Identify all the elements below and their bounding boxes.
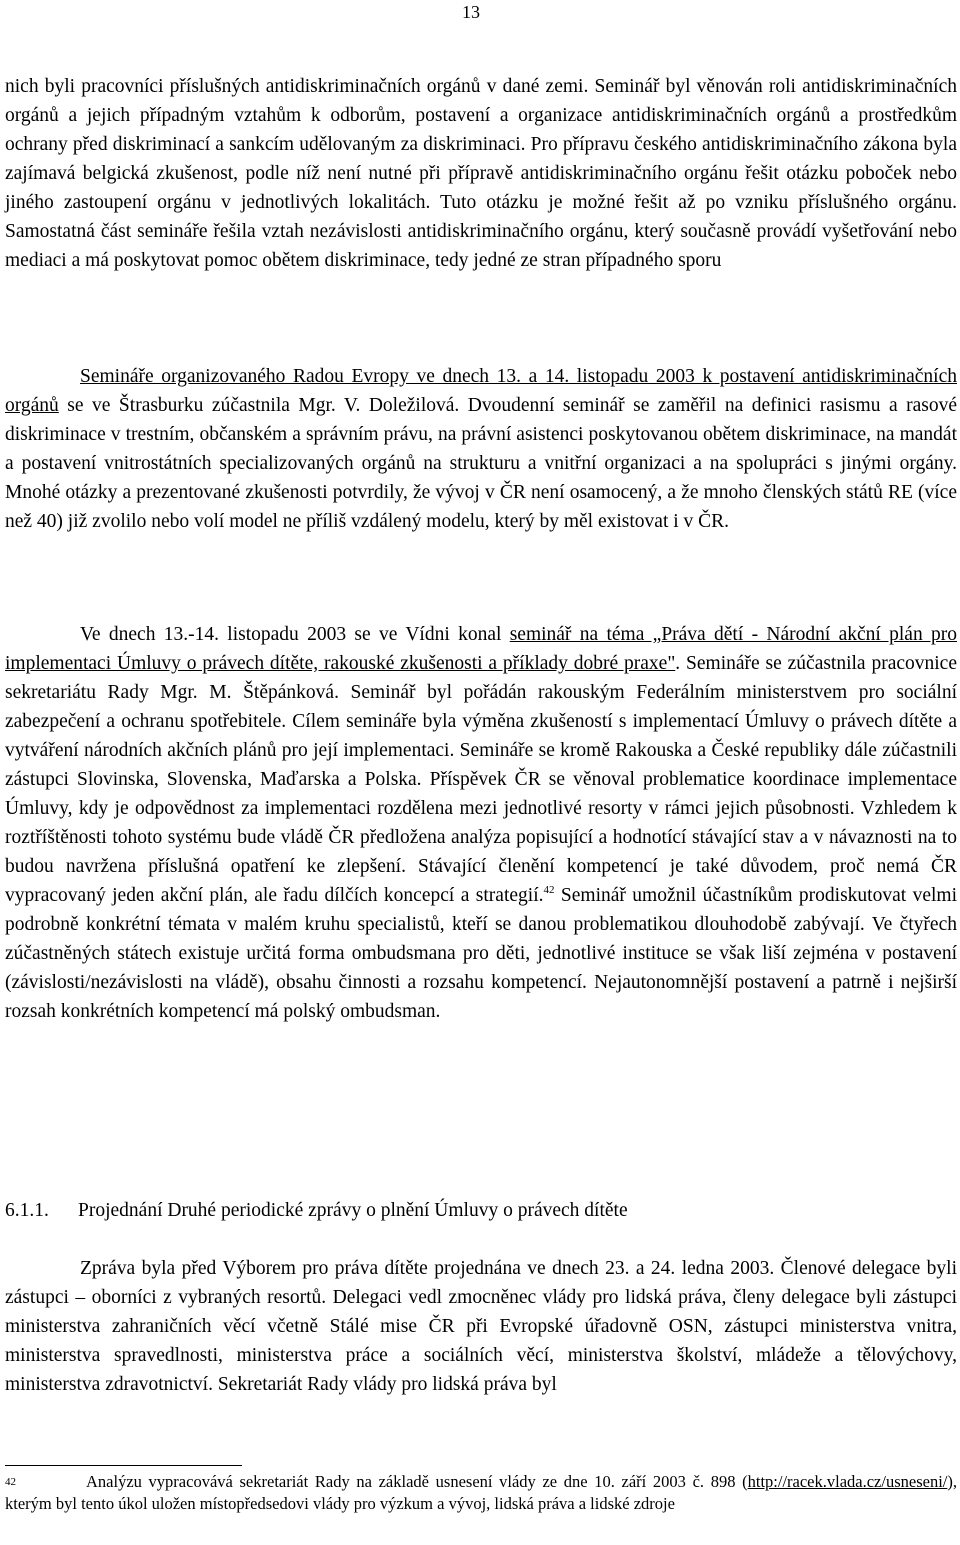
page-number: 13 [462, 2, 480, 22]
paragraph-1 [5, 72, 957, 275]
section-number: 6.1.1. [5, 1200, 49, 1221]
paragraph-3-lead: Ve dnech 13.-14. listopadu 2003 se ve Vídni konal [80, 624, 510, 645]
footnote-separator [5, 1465, 242, 1466]
paragraph-1-text: nich byli pracovníci příslušných antidiskriminačních orgánů v dané zemi. Seminář byl věnován roli antidiskriminačních orgánů a jejich případným vztahům k odborům, postavení a organizace antidiskriminačních orgánů a prostředkům ochrany před diskriminací a sankcím udělovaným za diskriminaci. Pro přípravu českého antidiskriminačního zákona byla zajímavá belgická zkušenost, podle níž není nutné při přípravě antidiskriminačního orgánu řešit otázku poboček nebo jiného zastoupení orgánu v jednotlivých lokalitách. Tuto otázku je možné řešit až po vzniku příslušného orgánu. Samostatná část semináře řešila vztah nezávislosti antidiskriminačního orgánu, který současně provádí vyšetřování nebo mediaci a má poskytovat pomoc obětem diskriminace, tedy jedné ze stran případného sporu [5, 76, 957, 271]
footnote-mark: 42 [5, 1476, 16, 1488]
paragraph-3-mid: . Semináře se zúčastnila pracovnice sekretariátu Rady Mgr. M. Štěpánková. Seminář byl pořádán rakouským Federálním ministerstvem pro sociální zabezpečení a ochranu spotřebitele. Cílem semináře byla výměna zkušeností s implementací Úmluvy o právech dítěte a vytváření národních akčních plánů pro její implementaci. Semináře se kromě Rakouska a České republiky dále zúčastnili zástupci Slovinska, Slovenska, Maďarska a Polska. Příspěvek ČR se věnoval problematice koordinace implementace Úmluvy, kdy je odpovědnost za implementaci rozdělena mezi jednotlivé resorty v rámci jejich působnosti. Vzhledem k roztříštěnosti tohoto systému bude vládě ČR předložena analýza popisující a hodnotící stávající stav a v návaznosti na to budou navržena příslušná opatření ke zlepšení. Stávající členění kompetencí je také důvodem, proč nemá ČR vypracovaný jeden akční plán, ale řadu dílčích koncepcí a strategií. [5, 653, 957, 906]
seminar-title-underlined: Semináře organizovaného Radou Evropy ve dnech 13. a 14. listopadu 2003 k postavení antidiskriminačních orgánů [5, 366, 957, 416]
footnote-reference[interactable]: 42 [543, 884, 555, 896]
paragraph-2 [5, 362, 957, 536]
paragraph-4-text: Zpráva byla před Výborem pro práva dítěte projednána ve dnech 23. a 24. ledna 2003. Členové delegace byli zástupci – oborníci z vybraných resortů. Delegaci vedl zmocněnec vlády pro lidská práva, členy delegace byli zástupci ministerstva zahraničních věcí včetně Stálé mise ČR při Evropské úřadovně OSN, zástupci ministerstva vnitra, ministerstva spravedlnosti, ministerstva práce a sociálních věcí, ministerstva školství, mládeže a tělovýchovy, ministerstva zdravotnictví. Sekretariát Rady vlády pro lidská práva byl [5, 1258, 957, 1395]
seminar-topic-underlined: seminář na téma „Práva dětí - Národní akční plán pro implementaci Úmluvy o právech dítěte, rakouské zkušenosti a příklady dobré praxe" [5, 624, 957, 674]
footnote-text-after: ), kterým byl tento úkol uložen místopředsedovi vlády pro výzkum a vývoj, lidská práva a lidské zdroje [5, 1472, 957, 1513]
paragraph-3-tail: Seminář umožnil účastníkům prodiskutovat velmi podrobně konkrétní témata v malém kruhu specialistů, kteří se danou problematikou dlouhodobě zabývají. Ve čtyřech zúčastněných státech existuje určitá forma ombudsmana pro děti, jednotlivé instituce se však liší zejména v postavení (závislosti/nezávislosti na vládě), obsahu činnosti a rozsahu kompetencí. Nejautonomnější postavení a patrně i nejširší rozsah konkrétních kompetencí má polský ombudsman. [5, 885, 957, 1022]
footnote-link[interactable]: http://racek.vlada.cz/usneseni/ [747, 1472, 948, 1491]
footnote-text-before: Analýzu vypracovává sekretariát Rady na základě usnesení vlády ze dne 10. září 2003 č. 898 ( [86, 1472, 748, 1491]
section-heading [5, 1196, 628, 1225]
paragraph-3-text [5, 620, 957, 1026]
paragraph-4 [5, 1254, 957, 1399]
paragraph-2-rest: se ve Štrasburku zúčastnila Mgr. V. Doležilová. Dvoudenní seminář se zaměřil na definici rasismu a rasové diskriminace v trestním, občanském a správním právu, na právní asistenci poskytovanou obětem diskriminace, na mandát a postavení vnitrostátních specializovaných orgánů na strukturu a vnitřní organizaci a na spolupráci s jinými orgány. Mnohé otázky a prezentované zkušenosti potvrdily, že vývoj v ČR není osamocený, a že mnoho členských států RE (více než 40) již zvolilo nebo volí model ne příliš vzdálený modelu, který by měl existovat i v ČR. [5, 395, 957, 532]
section-title: Projednání Druhé periodické zprávy o plnění Úmluvy o právech dítěte [78, 1200, 628, 1221]
paragraph-2-text [5, 362, 957, 536]
footnote [5, 1471, 957, 1515]
paragraph-3 [5, 620, 957, 1026]
